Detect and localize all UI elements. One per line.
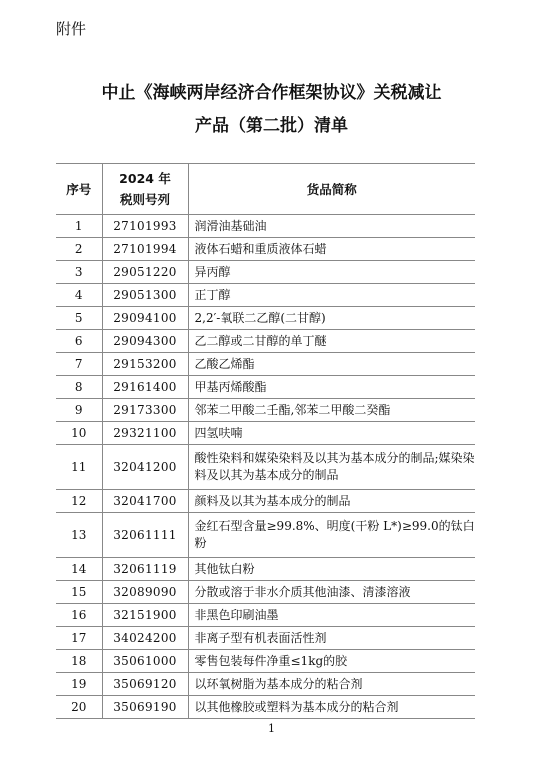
table-row bbox=[56, 261, 475, 284]
table-row bbox=[56, 284, 475, 307]
row-seq-cell: 9 bbox=[56, 399, 102, 422]
row-tariff-code-cell: 35069190 bbox=[102, 696, 188, 719]
row-product-name-cell: 其他钛白粉 bbox=[188, 558, 475, 581]
table-row bbox=[56, 353, 475, 376]
row-product-name-cell: 颜料及以其为基本成分的制品 bbox=[188, 490, 475, 513]
table-row bbox=[56, 422, 475, 445]
row-product-name-cell: 分散或溶于非水介质其他油漆、清漆溶液 bbox=[188, 581, 475, 604]
attachment-label: 附件 bbox=[56, 20, 87, 38]
row-product-name-cell: 零售包装每件净重≤1kg的胶 bbox=[188, 650, 475, 673]
row-seq-cell: 12 bbox=[56, 490, 102, 513]
table-row bbox=[56, 604, 475, 627]
table-body bbox=[56, 215, 475, 719]
row-product-name-cell: 正丁醇 bbox=[188, 284, 475, 307]
row-product-name-cell: 甲基丙烯酸酯 bbox=[188, 376, 475, 399]
row-tariff-code-cell: 29161400 bbox=[102, 376, 188, 399]
row-seq-cell: 6 bbox=[56, 330, 102, 353]
row-product-name-cell: 以环氧树脂为基本成分的粘合剂 bbox=[188, 673, 475, 696]
row-product-name-cell: 乙二醇或二甘醇的单丁醚 bbox=[188, 330, 475, 353]
table-header-row bbox=[56, 164, 475, 215]
header-seq: 序号 bbox=[56, 164, 102, 215]
row-tariff-code-cell: 34024200 bbox=[102, 627, 188, 650]
header-product-name: 货品简称 bbox=[188, 164, 475, 215]
row-tariff-code-cell: 27101994 bbox=[102, 238, 188, 261]
row-product-name-cell: 以其他橡胶或塑料为基本成分的粘合剂 bbox=[188, 696, 475, 719]
row-tariff-code-cell: 29153200 bbox=[102, 353, 188, 376]
row-tariff-code-cell: 29321100 bbox=[102, 422, 188, 445]
table-row bbox=[56, 307, 475, 330]
table-row bbox=[56, 490, 475, 513]
row-seq-cell: 11 bbox=[56, 445, 102, 490]
row-seq-cell: 8 bbox=[56, 376, 102, 399]
row-tariff-code-cell: 32061111 bbox=[102, 513, 188, 558]
table-row bbox=[56, 238, 475, 261]
table-row bbox=[56, 558, 475, 581]
row-tariff-code-cell: 29051220 bbox=[102, 261, 188, 284]
document-title-line2: 产品（第二批）清单 bbox=[195, 116, 348, 136]
table-row bbox=[56, 330, 475, 353]
row-product-name-cell: 润滑油基础油 bbox=[188, 215, 475, 238]
row-seq-cell: 17 bbox=[56, 627, 102, 650]
row-seq-cell: 19 bbox=[56, 673, 102, 696]
row-seq-cell: 16 bbox=[56, 604, 102, 627]
row-product-name-cell: 邻苯二甲酸二壬酯,邻苯二甲酸二癸酯 bbox=[188, 399, 475, 422]
row-seq-cell: 18 bbox=[56, 650, 102, 673]
row-seq-cell: 5 bbox=[56, 307, 102, 330]
row-tariff-code-cell: 29094100 bbox=[102, 307, 188, 330]
row-product-name-cell: 酸性染料和媒染染料及以其为基本成分的制品;媒染染料及以其为基本成分的制品 bbox=[188, 445, 475, 490]
row-tariff-code-cell: 29094300 bbox=[102, 330, 188, 353]
table-row bbox=[56, 399, 475, 422]
row-seq-cell: 13 bbox=[56, 513, 102, 558]
header-tariff-code bbox=[102, 164, 188, 215]
header-tariff-code-label: 税则号列 bbox=[119, 192, 170, 207]
row-seq-cell: 10 bbox=[56, 422, 102, 445]
row-tariff-code-cell: 29173300 bbox=[102, 399, 188, 422]
row-product-name-cell: 非离子型有机表面活性剂 bbox=[188, 627, 475, 650]
table-row bbox=[56, 513, 475, 558]
table-row bbox=[56, 376, 475, 399]
row-seq-cell: 20 bbox=[56, 696, 102, 719]
row-seq-cell: 3 bbox=[56, 261, 102, 284]
row-tariff-code-cell: 32151900 bbox=[102, 604, 188, 627]
row-product-name-cell: 液体石蜡和重质液体石蜡 bbox=[188, 238, 475, 261]
row-seq-cell: 2 bbox=[56, 238, 102, 261]
row-tariff-code-cell: 32061119 bbox=[102, 558, 188, 581]
row-tariff-code-cell: 29051300 bbox=[102, 284, 188, 307]
row-seq-cell: 7 bbox=[56, 353, 102, 376]
row-product-name-cell: 非黑色印刷油墨 bbox=[188, 604, 475, 627]
row-seq-cell: 14 bbox=[56, 558, 102, 581]
table-row bbox=[56, 581, 475, 604]
row-product-name-cell: 2,2′-氧联二乙醇(二甘醇) bbox=[188, 307, 475, 330]
table-row bbox=[56, 673, 475, 696]
row-seq-cell: 15 bbox=[56, 581, 102, 604]
row-seq-cell: 1 bbox=[56, 215, 102, 238]
row-product-name-cell: 金红石型含量≥99.8%、明度(干粉 L*)≥99.0的钛白粉 bbox=[188, 513, 475, 558]
row-tariff-code-cell: 35069120 bbox=[102, 673, 188, 696]
header-tariff-code-year: 2024 年 bbox=[119, 171, 171, 186]
row-product-name-cell: 异丙醇 bbox=[188, 261, 475, 284]
document-title-line1: 中止《海峡两岸经济合作框架协议》关税减让 bbox=[101, 83, 442, 103]
row-tariff-code-cell: 32041700 bbox=[102, 490, 188, 513]
row-product-name-cell: 乙酸乙烯酯 bbox=[188, 353, 475, 376]
table-row bbox=[56, 650, 475, 673]
table-row bbox=[56, 445, 475, 490]
table-row bbox=[56, 696, 475, 719]
row-tariff-code-cell: 27101993 bbox=[102, 215, 188, 238]
row-tariff-code-cell: 35061000 bbox=[102, 650, 188, 673]
row-tariff-code-cell: 32041200 bbox=[102, 445, 188, 490]
row-seq-cell: 4 bbox=[56, 284, 102, 307]
row-product-name-cell: 四氢呋喃 bbox=[188, 422, 475, 445]
table-row bbox=[56, 627, 475, 650]
product-list-table bbox=[56, 163, 475, 719]
row-tariff-code-cell: 32089090 bbox=[102, 581, 188, 604]
page-number: 1 bbox=[268, 722, 275, 735]
table-row bbox=[56, 215, 475, 238]
